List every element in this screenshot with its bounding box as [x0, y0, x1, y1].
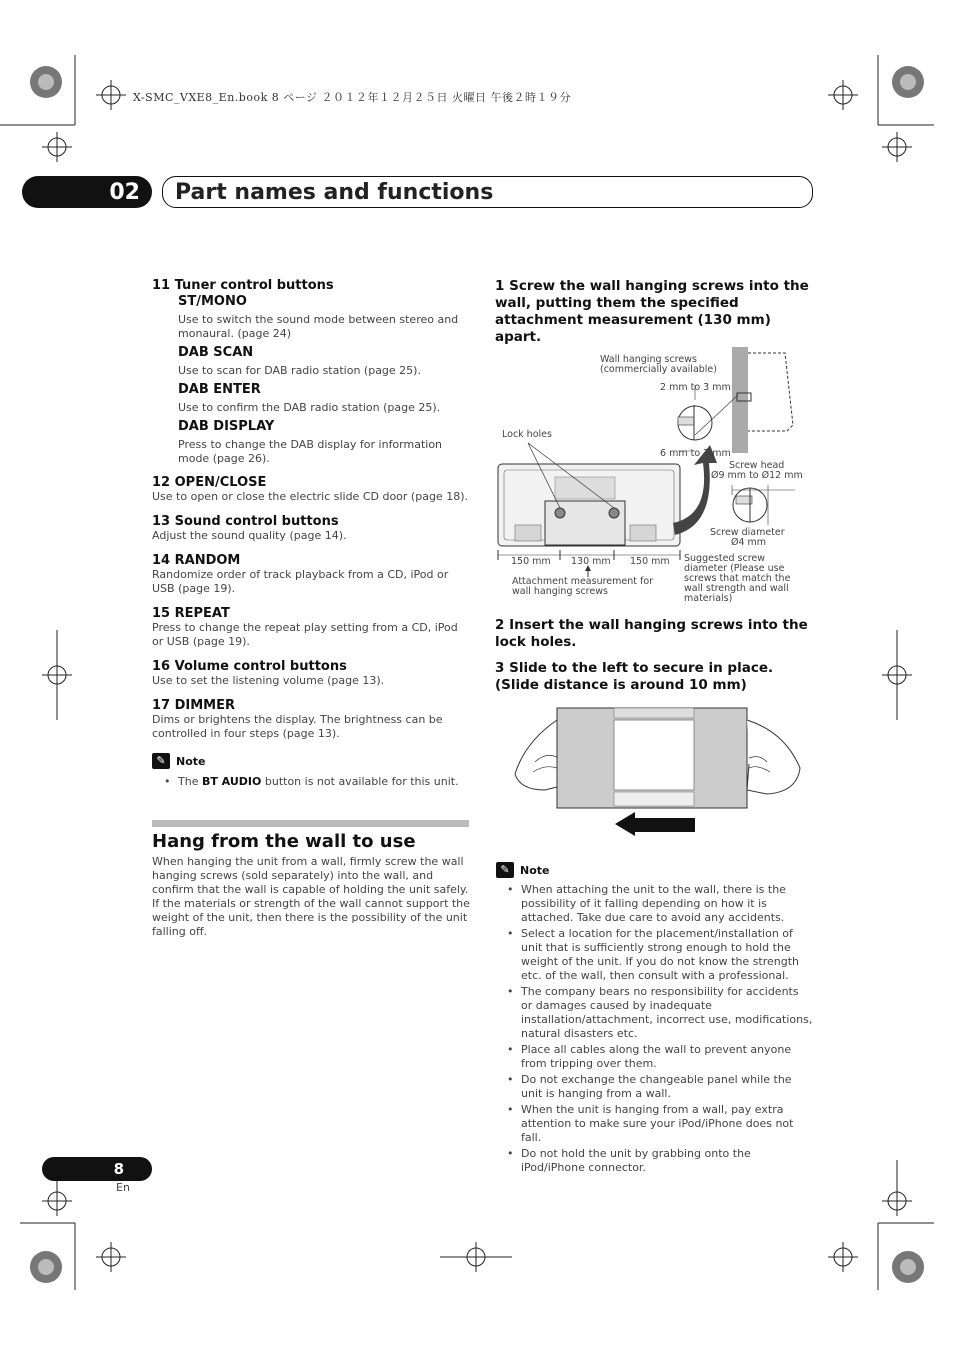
sub-label: DAB DISPLAY: [178, 419, 275, 434]
label-dim-left: 150 mm: [511, 556, 551, 567]
sub-text: Press to change the DAB display for information mode (page 26).: [178, 438, 443, 465]
note-item: • Place all cables along the wall to prevent anyone from tripping over them.: [495, 1043, 813, 1071]
slide-left-arrow: [615, 812, 695, 836]
chapter-number: 02: [22, 176, 152, 208]
note-item: • Do not exchange the changeable panel while the unit is hanging from a wall.: [495, 1073, 813, 1101]
left-hand: [515, 720, 559, 790]
chapter-title: Part names and functions: [162, 176, 813, 208]
right-note-header: [496, 862, 549, 878]
note-item: • The BT AUDIO button is not available for this unit.: [152, 775, 470, 789]
item-15: [152, 606, 470, 649]
item-text: Adjust the sound quality (page 14).: [152, 529, 347, 542]
sub-label: DAB SCAN: [178, 345, 254, 360]
slide-diagram: [505, 702, 810, 842]
note-label: Note: [176, 754, 206, 768]
item-header: 12 OPEN/CLOSE: [152, 475, 267, 490]
note-item: • Select a location for the placement/installation of unit that is sufficiently strong enough to hold the weight of the unit. If you do not know the strength etc. of the wall, then consult with a professional.: [495, 927, 813, 983]
print-info-line: X-SMC_VXE8_En.book 8 ページ ２０１２年１２月２５日 火曜日 午後２時１９分: [133, 91, 571, 104]
label-screw-dia: Screw diameter: [710, 527, 785, 538]
item-header: 14 RANDOM: [152, 553, 241, 568]
sub-label: DAB ENTER: [178, 382, 261, 397]
left-column: [152, 278, 470, 791]
label-gap: 2 mm to 3 mm: [660, 382, 731, 393]
unit-front-panel: [614, 720, 694, 790]
item-header: 15 REPEAT: [152, 606, 230, 621]
section-text: When hanging the unit from a wall, firmly screw the wall hanging screws (sold separately) into the wall, and confirm that the wall is capable of holding the unit safely. If the materials or strength of the wall cannot support the weight of the unit, then there is the possibility of the unit falling off.: [152, 855, 470, 938]
section-divider: [152, 820, 469, 827]
label-attach: Attachment measurement for wall hanging screws: [512, 576, 654, 597]
item-text: Use to open or close the electric slide CD door (page 18).: [152, 490, 468, 503]
item-12: [152, 475, 470, 504]
note-item: • When attaching the unit to the wall, there is the possibility of it falling depending on how it is attached. Take due care to avoid any accidents.: [495, 883, 813, 925]
note-label: Note: [520, 863, 550, 877]
label-screw-head-dia: Ø9 mm to Ø12 mm: [711, 470, 803, 481]
step-1: 1 Screw the wall hanging screws into the wall, putting them the specified attachment measurement (130 mm) apart.: [495, 278, 809, 345]
note-item: • The company bears no responsibility for accidents or damages caused by inadequate installation/attachment, incorrect use, modifications, natural disasters etc.: [495, 985, 813, 1041]
item-13: [152, 514, 470, 543]
label-suggested: Suggested screw diameter (Please use screws that match the wall strength and wall materials): [684, 553, 791, 604]
lock-hole-left: [555, 508, 565, 518]
item-text: Randomize order of track playback from a CD, iPod or USB (page 19).: [152, 568, 449, 595]
wall: [732, 347, 748, 453]
item-14: [152, 553, 470, 596]
language-code: En: [116, 1181, 130, 1194]
note-pencil-icon: ✎: [496, 862, 514, 878]
item-header: 16 Volume control buttons: [152, 659, 347, 674]
item-text: Use to set the listening volume (page 13).: [152, 674, 385, 687]
item-header: 13 Sound control buttons: [152, 514, 339, 529]
sub-text: Use to scan for DAB radio station (page 25).: [178, 364, 421, 377]
sub-label: ST/MONO: [178, 294, 247, 309]
step-2: 2 Insert the wall hanging screws into the lock holes.: [495, 617, 808, 650]
sub-text: Use to switch the sound mode between stereo and monaural. (page 24): [178, 313, 459, 340]
label-screw-dia-val: Ø4 mm: [731, 537, 767, 548]
note-block: [152, 753, 470, 769]
label-lock-holes: Lock holes: [502, 429, 552, 440]
right-notes-list: [495, 883, 813, 1177]
unit-side-outline: [748, 353, 793, 431]
label-depth: 6 mm to 7 mm: [660, 448, 731, 459]
note-item: • When the unit is hanging from a wall, pay extra attention to make sure your iPod/iPhone does not fall.: [495, 1103, 813, 1145]
label-screw-head: Screw head: [729, 460, 785, 471]
sub-text: Use to confirm the DAB radio station (page 25).: [178, 401, 441, 414]
item-17: [152, 698, 470, 741]
item-header: 17 DIMMER: [152, 698, 236, 713]
section-title: Hang from the wall to use: [152, 831, 416, 852]
item-text: Dims or brightens the display. The brightness can be controlled in four steps (page 13).: [152, 713, 443, 740]
step-3: 3 Slide to the left to secure in place. (Slide distance is around 10 mm): [495, 660, 774, 693]
note-pencil-icon: ✎: [152, 753, 170, 769]
label-dim-mid: 130 mm: [571, 556, 611, 567]
page-number: 8: [42, 1157, 152, 1181]
label-wall-screws: Wall hanging screws (commercially available): [600, 354, 717, 375]
lock-hole-right: [609, 508, 619, 518]
item-text: Press to change the repeat play setting from a CD, iPod or USB (page 19).: [152, 621, 458, 648]
item-16: [152, 659, 470, 688]
item-11-header: 11 Tuner control buttons: [152, 278, 334, 293]
label-dim-right: 150 mm: [630, 556, 670, 567]
note-item: • Do not hold the unit by grabbing onto the iPod/iPhone connector.: [495, 1147, 813, 1175]
